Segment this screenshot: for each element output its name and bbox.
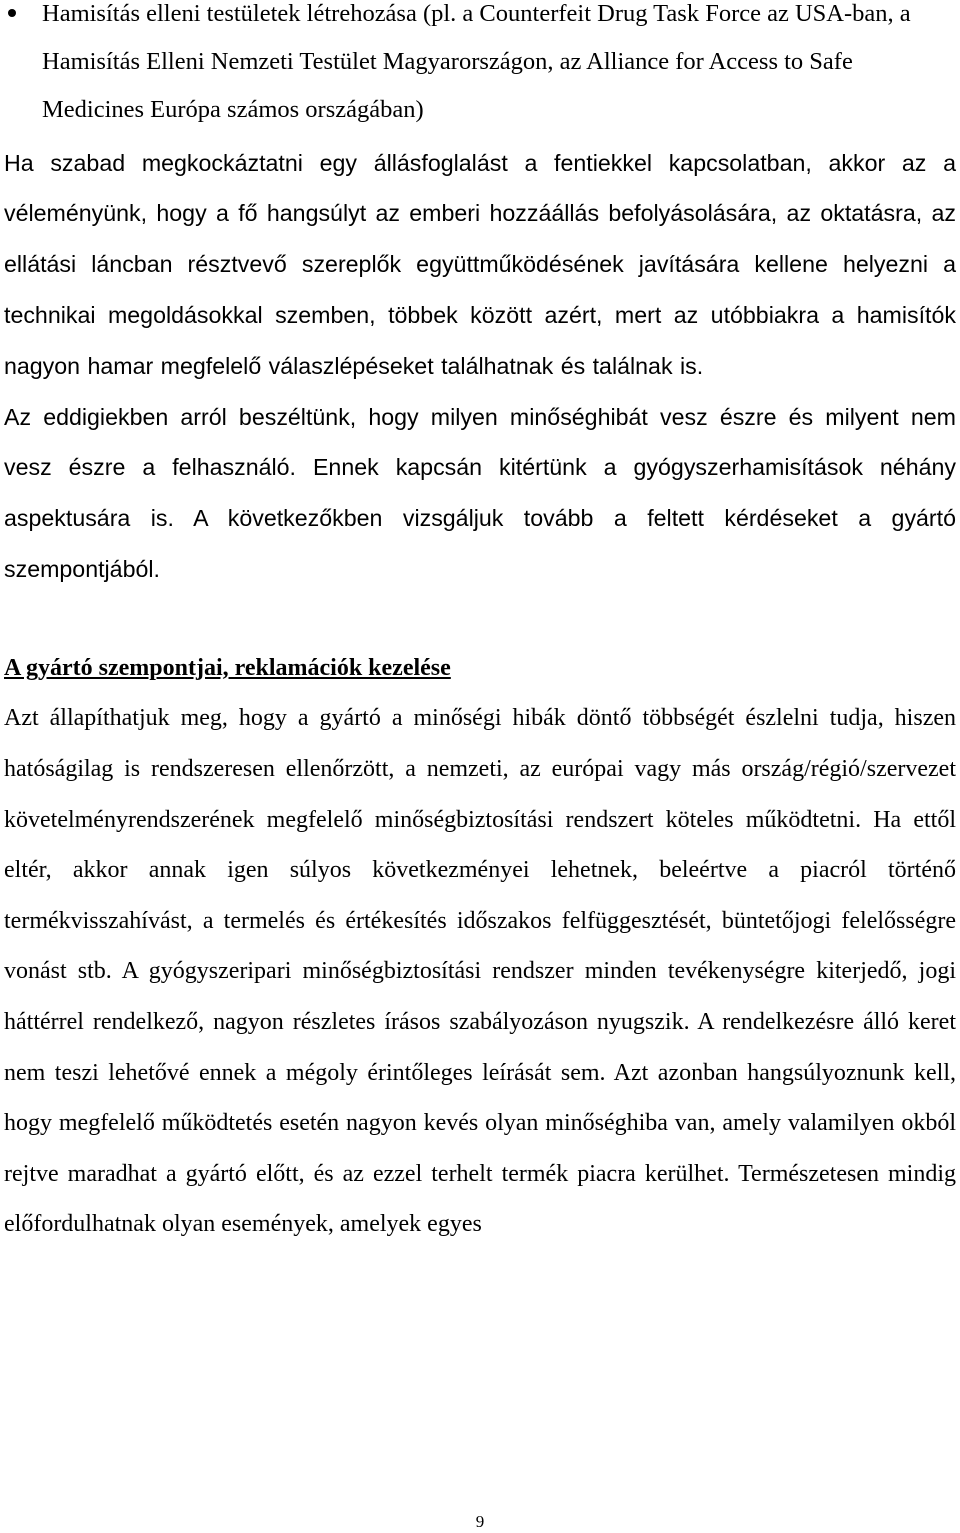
section-heading: A gyártó szempontjai, reklamációk kezelése bbox=[4, 654, 451, 681]
bullet-list-item bbox=[4, 0, 956, 135]
bullet-icon bbox=[8, 9, 16, 17]
page-number: 9 bbox=[475, 1512, 485, 1531]
paragraph-opinion: Ha szabad megkockáztatni egy állásfoglalást a fentiekkel kapcsolatban, akkor az a véleményünk, hogy a fő hangsúlyt az emberi hozzáállás befolyásolására, az oktatásra, az ellátási láncban résztvevő szereplők együttműködésének javítására kellene helyezni a technikai megoldásokkal szemben, többek között azért, mert az utóbbiakra a hamisítók nagyon hamar megfelelő válaszlépéseket találhatnak és találnak is. bbox=[4, 149, 956, 379]
paragraph-summary: Az eddigiekben arról beszéltünk, hogy milyen minőséghibát vesz észre és milyent nem vesz észre a felhasználó. Ennek kapcsán kitértünk a gyógyszerhamisítások néhány aspektusára is. A következőkben vizsgáljuk tovább a feltett kérdéseket a gyártó szempontjából. bbox=[4, 403, 956, 582]
document-page bbox=[4, 0, 956, 1250]
bullet-text: Hamisítás elleni testületek létrehozása (pl. a Counterfeit Drug Task Force az USA-ban, a Hamisítás Elleni Nemzeti Testület Magyarországon, az Alliance for Access to Safe Medicines Európa számos országában) bbox=[42, 0, 911, 124]
section-body: Azt állapíthatjuk meg, hogy a gyártó a minőségi hibák döntő többségét észlelni tudja, hiszen hatóságilag is rendszeresen ellenőrzött, a nemzeti, az európai vagy más ország/régió/szervezet követelményrendszerének megfelelő minőségbiztosítási rendszert köteles működtetni. Ha ettől eltér, akkor annak igen súlyos következményei lehetnek, beleértve a piacról történő termékvisszahívást, a termelés és értékesítés időszakos felfüggesztését, büntetőjogi felelősségre vonást stb. A gyógyszeripari minőségbiztosítási rendszer minden tevékenységre kiterjedő, jogi háttérrel rendelkező, nagyon részletes írásos szabályozáson nyugszik. A rendelkezésre álló keret nem teszi lehetővé ennek a mégoly érintőleges leírását sem. Azt azonban hangsúlyoznunk kell, hogy megfelelő működtetés esetén nagyon kevés olyan minőséghiba van, amely valamilyen okból rejtve maradhat a gyártó előtt, és az ezzel terhelt termék piacra kerülhet. Természetesen mindig előfordulhatnak olyan események, amelyek egyes bbox=[4, 705, 956, 1238]
